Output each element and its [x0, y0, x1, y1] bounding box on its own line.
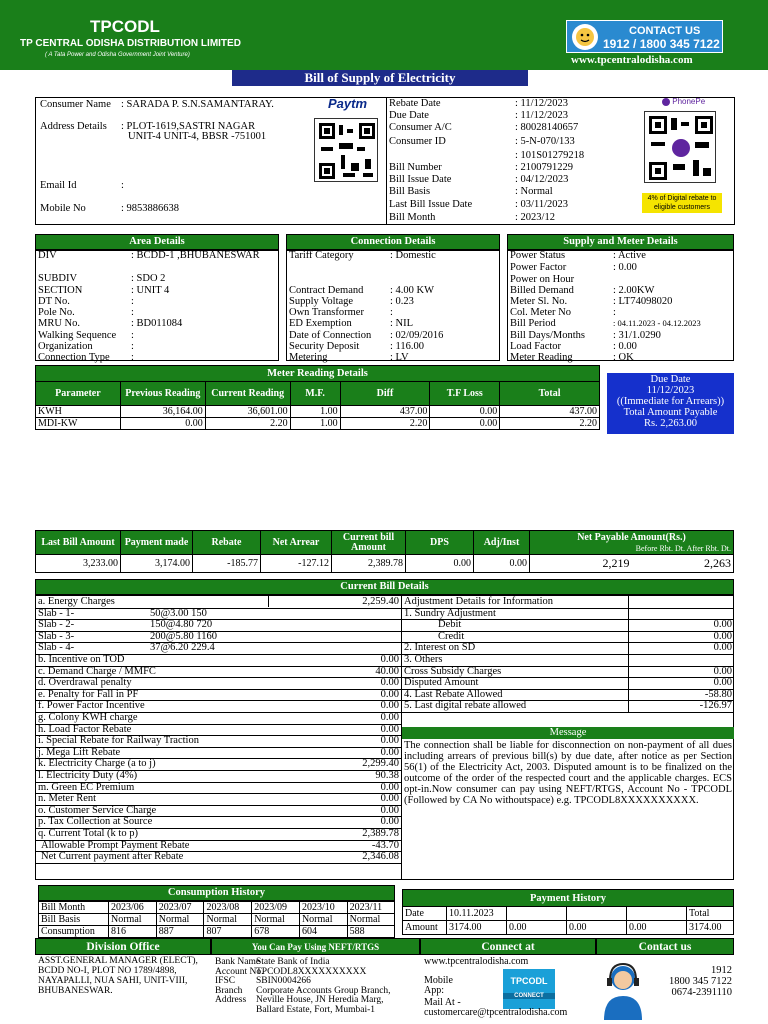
phonepe-label: PhonePe — [672, 97, 706, 107]
adjustment-label: 4. Last Rebate Allowed — [404, 688, 503, 700]
table-cell: Bill Month — [39, 902, 109, 914]
table-cell: 10.11.2023 — [447, 907, 507, 921]
adjustment-label: 3. Others — [404, 654, 443, 665]
detail-label: Security Deposit — [289, 341, 360, 352]
bill-info-label: Bill Issue Date — [389, 174, 452, 185]
table-cell: Consumption — [39, 926, 109, 938]
bill-info-label: Rebate Date — [389, 98, 441, 109]
detail-value: : — [131, 307, 134, 318]
charge-label: Slab - 2- — [38, 619, 75, 631]
charge-value: 2,389.78 — [362, 828, 399, 839]
consumer-name-label: Consumer Name — [40, 99, 111, 110]
table-cell: 807 — [204, 926, 252, 938]
detail-value: : 04.11.2023 - 04.12.2023 — [613, 318, 701, 328]
meter-reading-table — [35, 381, 600, 430]
detail-label: Billed Demand — [510, 285, 574, 296]
charge-label: Allowable Prompt Payment Rebate — [41, 839, 190, 851]
detail-label: Bill Period — [510, 318, 556, 329]
table-cell: 2.20 — [340, 418, 430, 430]
charge-value: 90.38 — [375, 770, 399, 781]
charge-value: 0.00 — [380, 816, 399, 828]
detail-label: Metering — [289, 352, 328, 363]
detail-label: MRU No. — [38, 318, 81, 329]
table-cell: 2023/11 — [347, 902, 394, 914]
charge-value: 0.00 — [380, 712, 399, 723]
summary-col-net-arrear: Net Arrear — [261, 531, 332, 555]
adjustment-label: 1. Sundry Adjustment — [404, 607, 496, 619]
detail-label: Load Factor — [510, 341, 562, 352]
table-cell: 2.20 — [500, 418, 600, 430]
summary-col-payment: Payment made — [121, 531, 193, 555]
table-row — [403, 921, 734, 935]
detail-value: : — [613, 307, 616, 318]
table-cell: 36,164.00 — [120, 406, 205, 418]
charge-label: n. Meter Rent — [38, 793, 97, 805]
paytm-logo: Paytm — [328, 96, 368, 111]
adjustment-label: 2. Interest on SD — [404, 642, 476, 654]
charge-label: b. Incentive on TOD — [38, 654, 125, 665]
charge-label: d. Overdrawal penalty — [38, 677, 132, 689]
charge-value: 0.00 — [380, 700, 399, 712]
connect-at-header: Connect at — [420, 938, 596, 955]
table-row — [36, 418, 600, 430]
charge-value: 0.00 — [380, 735, 399, 747]
table-cell — [567, 907, 627, 921]
website-link[interactable]: www.tpcentralodisha.com — [571, 54, 693, 66]
payment-summary-table — [35, 530, 734, 573]
total-payable-value: Rs. 2,263.00 — [643, 418, 698, 429]
phonepe-qr-code — [644, 111, 716, 183]
charge-value: 40.00 — [375, 665, 399, 677]
summary-col-net-payable — [530, 531, 734, 555]
table-cell: 2,389.78 — [332, 555, 406, 573]
neft-label: Account No. — [215, 966, 264, 977]
table-cell: 816 — [109, 926, 157, 938]
charge-value: 0.00 — [380, 654, 399, 665]
table-cell: Total — [687, 907, 734, 921]
division-office-address: ASST.GENERAL MANAGER (ELECT), BCDD NO-I, PLOT NO 1789/4898, NAYAPALLI, NUA SAHI, UNIT-VIII, BHUBANESWAR. — [38, 956, 198, 996]
detail-value: : Active — [613, 250, 646, 261]
table-cell: Normal — [109, 914, 157, 926]
table-row — [403, 907, 734, 921]
charge-label: Net Current payment after Rebate — [41, 851, 184, 863]
table-cell: 437.00 — [340, 406, 430, 418]
tpcodl-connect-app-icon[interactable] — [503, 969, 555, 1009]
neft-label: Bank Name — [215, 957, 261, 967]
arrears-note: ((Immediate for Arrears)) — [616, 396, 725, 407]
charge-label: Slab - 3- — [38, 630, 75, 642]
company-name: TP CENTRAL ODISHA DISTRIBUTION LIMITED — [20, 38, 241, 49]
table-row — [39, 914, 395, 926]
row-divider — [35, 631, 401, 632]
table-cell: 1.00 — [290, 406, 340, 418]
bill-info-value: : 03/11/2023 — [515, 199, 568, 210]
detail-value: : LT74098020 — [613, 296, 673, 307]
app-logo-text: TPCODL — [510, 976, 548, 986]
table-cell: 604 — [299, 926, 347, 938]
charge-label: p. Tax Collection at Source — [38, 816, 153, 828]
connection-details-header: Connection Details — [286, 234, 500, 250]
neft-value: TPCODL8XXXXXXXXXX — [256, 966, 367, 977]
neft-value: SBIN0004266 — [256, 976, 311, 986]
contact-label: CONTACT US — [629, 25, 701, 37]
charge-value: 0.00 — [380, 723, 399, 735]
charge-label: l. Electricity Duty (4%) — [38, 770, 138, 781]
due-date-value: 11/12/2023 — [646, 385, 695, 396]
customer-care-email[interactable]: customercare@tpcentralodisha.com — [424, 1007, 568, 1018]
table-cell: 2,219 — [530, 555, 632, 573]
charge-value: 0.00 — [380, 804, 399, 816]
table-cell: 3174.00 — [687, 921, 734, 935]
detail-value: : 02/09/2016 — [390, 330, 444, 341]
table-cell: 0.00 — [474, 555, 530, 573]
meter-col-current: Current Reading — [205, 382, 290, 406]
detail-value: : OK — [613, 352, 634, 363]
area-details-header: Area Details — [35, 234, 279, 250]
phonepe-icon — [662, 98, 670, 106]
table-cell: -127.12 — [261, 555, 332, 573]
charge-label: e. Penalty for Fall in PF — [38, 688, 139, 700]
phonepe-logo — [662, 98, 705, 107]
table-cell: 0.00 — [567, 921, 627, 935]
row-divider — [35, 642, 401, 643]
current-bill-header: Current Bill Details — [35, 579, 734, 595]
due-date-label: Due Date — [650, 374, 691, 385]
table-cell: 2023/08 — [204, 902, 252, 914]
charge-label: f. Power Factor Incentive — [38, 700, 145, 712]
table-cell: 0.00 — [430, 418, 500, 430]
consumption-history-table — [38, 901, 395, 938]
table-cell: 2023/06 — [109, 902, 157, 914]
table-row — [36, 406, 600, 418]
detail-label: DT No. — [38, 296, 70, 307]
table-cell — [507, 907, 567, 921]
adjustment-value: 0.00 — [713, 630, 732, 642]
bill-info-value: : 5-N-070/133 — [515, 136, 575, 147]
row-divider — [35, 608, 401, 609]
col-divider — [628, 596, 629, 712]
meter-col-total: Total — [500, 382, 600, 406]
adjustment-value: -58.80 — [704, 688, 732, 700]
table-row — [39, 902, 395, 914]
bill-info-value: : 11/12/2023 — [515, 110, 568, 121]
table-cell: 3174.00 — [447, 921, 507, 935]
detail-value: : 31/1.0290 — [613, 330, 661, 341]
address-line-2: UNIT-4 UNIT-4, BBSR -751001 — [128, 131, 267, 142]
detail-value: : LV — [390, 352, 409, 363]
meter-col-tfloss: T.F Loss — [430, 382, 500, 406]
charge-value: 0.00 — [380, 746, 399, 758]
detail-label: Col. Meter No — [510, 307, 571, 318]
charge-value: 0.00 — [380, 793, 399, 805]
detail-value: : UNIT 4 — [131, 285, 170, 296]
digital-rebate-note: 4% of Digital rebate to eligible customers — [642, 193, 722, 213]
adjustment-label: Adjustment Details for Information — [404, 596, 554, 607]
charge-label: Slab - 1- — [38, 607, 75, 619]
detail-label: DIV — [38, 250, 57, 261]
charge-label: o. Customer Service Charge — [38, 804, 157, 816]
adjustment-label: 5. Last digital rebate allowed — [404, 700, 527, 712]
division-office-header: Division Office — [35, 938, 211, 955]
charge-label: q. Current Total (k to p) — [38, 828, 138, 839]
bill-info-label: Last Bill Issue Date — [389, 199, 473, 210]
neft-value: Ballard Estate, Fort, Mumbai-1 — [256, 1004, 375, 1015]
bill-info-label: Bill Number — [389, 162, 442, 173]
detail-value: : 2.00KW — [613, 285, 655, 296]
mobile-label: Mobile No — [40, 203, 86, 214]
meter-col-parameter: Parameter — [36, 382, 121, 406]
charge-label: Slab - 4- — [38, 642, 75, 654]
due-amount-box — [607, 373, 734, 434]
net-payable-subtitle: Before Rbt. Dt. After Rbt. Dt. — [635, 543, 731, 553]
neft-value: Corporate Accounts Group Branch, — [256, 985, 391, 996]
bill-info-label: Bill Month — [389, 212, 436, 223]
detail-label: Organization — [38, 341, 93, 352]
bill-title: Bill of Supply of Electricity — [232, 70, 528, 86]
table-cell: Amount — [403, 921, 447, 935]
address-label: Address Details — [40, 121, 107, 132]
charge-label: g. Colony KWH charge — [38, 712, 138, 723]
charge-label: a. Energy Charges — [38, 596, 115, 607]
bill-info-value: : Normal — [515, 186, 553, 197]
charge-label: h. Load Factor Rebate — [38, 723, 132, 735]
bill-info-value: : 80028140657 — [515, 122, 579, 133]
adjustment-label: Disputed Amount — [404, 677, 479, 689]
adjustment-value: 0.00 — [713, 642, 732, 654]
detail-value: : 116.00 — [390, 341, 425, 352]
header-bar — [0, 0, 768, 70]
detail-label: Connection Type — [38, 352, 110, 363]
charge-value: 0.00 — [380, 781, 399, 793]
meter-col-diff: Diff — [340, 382, 430, 406]
address-line-1: : PLOT-1619,SASTRI NAGAR — [121, 121, 256, 132]
bill-info-label: Due Date — [389, 110, 429, 121]
table-cell: Normal — [204, 914, 252, 926]
detail-value: : — [131, 330, 134, 341]
table-cell: 3,233.00 — [36, 555, 121, 573]
neft-header: You Can Pay Using NEFT/RTGS — [211, 938, 420, 955]
total-payable-label: Total Amount Payable — [623, 407, 718, 418]
table-cell: 2023/07 — [156, 902, 204, 914]
summary-col-rebate: Rebate — [193, 531, 261, 555]
detail-value: : 0.23 — [390, 296, 414, 307]
detail-label: Date of Connection — [289, 330, 372, 341]
email-value: : — [121, 180, 124, 191]
col-divider — [268, 596, 269, 607]
detail-label: Pole No. — [38, 307, 75, 318]
charge-value: 0.00 — [380, 688, 399, 700]
detail-value: : 4.00 KW — [390, 285, 435, 296]
detail-value: : BCDD-1 ,BHUBANESWAR — [131, 250, 260, 261]
connect-website[interactable]: www.tpcentralodisha.com — [424, 956, 529, 967]
row-divider — [35, 619, 401, 620]
table-cell: MDI-KW — [36, 418, 121, 430]
charge-label: j. Mega Lift Rebate — [38, 746, 121, 758]
adjustment-label: Debit — [438, 619, 462, 631]
table-cell: Normal — [252, 914, 300, 926]
headset-icon — [570, 22, 600, 52]
contact-number: 0674-2391110 — [671, 987, 732, 998]
detail-label: Power on Hour — [510, 274, 575, 285]
detail-label: Meter Sl. No. — [510, 296, 568, 307]
mail-at-label: Mail At - — [424, 997, 461, 1008]
meter-col-mf: M.F. — [290, 382, 340, 406]
table-cell: 2,263 — [631, 555, 733, 573]
table-cell: 2.20 — [205, 418, 290, 430]
summary-col-last-bill: Last Bill Amount — [36, 531, 121, 555]
table-cell: 0.00 — [430, 406, 500, 418]
neft-label: IFSC — [215, 976, 236, 986]
bill-info-value: : 2023/12 — [515, 212, 555, 223]
table-cell: 437.00 — [500, 406, 600, 418]
charge-label: i. Special Rebate for Railway Traction — [38, 735, 199, 747]
consumption-history-header: Consumption History — [38, 885, 395, 901]
neft-value: State Bank of India — [256, 957, 330, 967]
adjustment-value: 0.00 — [713, 665, 732, 677]
net-payable-title: Net Payable Amount(Rs.) — [577, 531, 686, 543]
paytm-qr-code — [314, 118, 378, 182]
neft-label: Branch — [215, 985, 243, 996]
table-cell: Normal — [299, 914, 347, 926]
table-cell: 678 — [252, 926, 300, 938]
table-cell: 887 — [156, 926, 204, 938]
table-cell: -185.77 — [193, 555, 261, 573]
detail-value: : 0.00 — [613, 262, 637, 273]
summary-col-adj: Adj/Inst — [474, 531, 530, 555]
summary-col-current-bill: Current bill Amount — [332, 531, 406, 555]
detail-value: : — [131, 352, 134, 363]
detail-label: Supply Voltage — [289, 296, 354, 307]
brand-logo: TPCODL — [90, 17, 160, 36]
detail-label: Bill Days/Months — [510, 330, 585, 341]
adjustment-label: Credit — [438, 630, 465, 642]
meter-col-previous: Previous Reading — [120, 382, 205, 406]
detail-value: : NIL — [390, 318, 414, 329]
adjustment-value: -126.97 — [699, 700, 732, 712]
charge-label: m. Green EC Premium — [38, 781, 135, 793]
charge-value: 2,259.40 — [362, 596, 399, 607]
adjustment-label: Cross Subsidy Charges — [404, 665, 502, 677]
table-row — [36, 555, 734, 573]
summary-col-dps: DPS — [406, 531, 474, 555]
row-divider — [35, 863, 401, 864]
detail-label: Meter Reading — [510, 352, 573, 363]
bill-info-value: : 101S01279218 — [515, 150, 585, 161]
table-cell: 0.00 — [120, 418, 205, 430]
contact-us-header: Contact us — [596, 938, 734, 955]
charge-value: 0.00 — [380, 677, 399, 689]
bill-info-label: Consumer ID — [389, 136, 446, 147]
table-cell: 2023/09 — [252, 902, 300, 914]
table-row — [39, 926, 395, 938]
table-cell: Bill Basis — [39, 914, 109, 926]
mobile-value: : 9853886638 — [121, 203, 180, 214]
detail-label: Power Factor — [510, 262, 567, 273]
message-header: Message — [402, 727, 734, 739]
charge-value: 2,346.08 — [362, 851, 399, 863]
mobile-app-label: Mobile App: — [424, 975, 453, 996]
detail-value: : 0.00 — [613, 341, 637, 352]
row-divider — [402, 712, 734, 713]
table-cell: Date — [403, 907, 447, 921]
detail-label: Tariff Category — [289, 250, 354, 261]
table-cell: 2023/10 — [299, 902, 347, 914]
meter-reading-header: Meter Reading Details — [35, 365, 600, 382]
table-cell: 0.00 — [627, 921, 687, 935]
contact-number: 1912 — [711, 965, 732, 976]
detail-label: Walking Sequence — [38, 330, 117, 341]
payment-history-header: Payment History — [402, 889, 734, 907]
company-tagline: ( A Tata Power and Odisha Government Joint Venture) — [45, 52, 190, 58]
detail-label: SECTION — [38, 285, 83, 296]
slab-detail: 200@5.80 1160 — [150, 630, 218, 642]
table-cell: 588 — [347, 926, 394, 938]
contact-number: 1800 345 7122 — [669, 976, 732, 987]
table-cell: Normal — [156, 914, 204, 926]
contact-numbers: 1912 / 1800 345 7122 — [603, 37, 720, 51]
payment-history-table — [402, 906, 734, 935]
table-cell: KWH — [36, 406, 121, 418]
message-text: The connection shall be liable for disconnection on non-payment of all dues including arrears of previous bill(s) by due date, after notice as per Section 56(1) of the Electricity Act, 2003. Disputed amount is to be finalized on the outcome of the order of the respected court and the applicable charges. ECS opt-in.Now consumer can pay using NEFT/RTGS, Account No - TPCODL (Followed by CA No withoutspace) e.g. TPCODL8XXXXXXXXXX. — [404, 740, 732, 806]
detail-label: Own Transformer — [289, 307, 364, 318]
bill-info-value: : 2100791229 — [515, 162, 574, 173]
supply-details-header: Supply and Meter Details — [507, 234, 734, 250]
detail-value: : BD011084 — [131, 318, 183, 329]
consumer-name: : SARADA P. S.N.SAMANTARAY. — [121, 99, 274, 110]
contact-us-box — [566, 20, 723, 53]
app-connect-text: CONNECT — [503, 993, 555, 1000]
table-cell: 3,174.00 — [121, 555, 193, 573]
neft-value: Neville House, JN Heredia Marg, — [256, 995, 384, 1005]
bill-info-value: : 04/12/2023 — [515, 174, 569, 185]
table-cell: 0.00 — [406, 555, 474, 573]
neft-label: Address — [215, 995, 247, 1005]
table-cell: 36,601.00 — [205, 406, 290, 418]
bill-info-label: Bill Basis — [389, 186, 431, 197]
table-cell: 1.00 — [290, 418, 340, 430]
table-cell: Normal — [347, 914, 394, 926]
charge-value: -43.70 — [371, 839, 399, 851]
detail-label: SUBDIV — [38, 273, 78, 284]
adjustment-value: 0.00 — [713, 677, 732, 689]
detail-label: ED Exemption — [289, 318, 352, 329]
detail-label: Contract Demand — [289, 285, 364, 296]
detail-value: : SDO 2 — [131, 273, 166, 284]
table-cell: 0.00 — [507, 921, 567, 935]
detail-value: : — [131, 341, 134, 352]
adjustment-value: 0.00 — [713, 619, 732, 631]
row-divider — [402, 654, 734, 655]
detail-label: Power Status — [510, 250, 566, 261]
charge-value: 2,299.40 — [362, 758, 399, 770]
table-cell — [627, 907, 687, 921]
bill-info-label: Consumer A/C — [389, 122, 452, 133]
slab-detail: 37@6.20 229.4 — [150, 642, 215, 654]
charge-label: c. Demand Charge / MMFC — [38, 665, 156, 677]
bill-info-value: : 11/12/2023 — [515, 98, 568, 109]
slab-detail: 150@4.80 720 — [150, 619, 213, 631]
email-label: Email Id — [40, 180, 77, 191]
detail-value: : Domestic — [390, 250, 436, 261]
customer-care-agent-icon — [600, 960, 646, 1020]
detail-value: : — [131, 296, 134, 307]
detail-value: : — [390, 307, 393, 318]
slab-detail: 50@3.00 150 — [150, 607, 207, 619]
charge-label: k. Electricity Charge (a to j) — [38, 758, 156, 770]
